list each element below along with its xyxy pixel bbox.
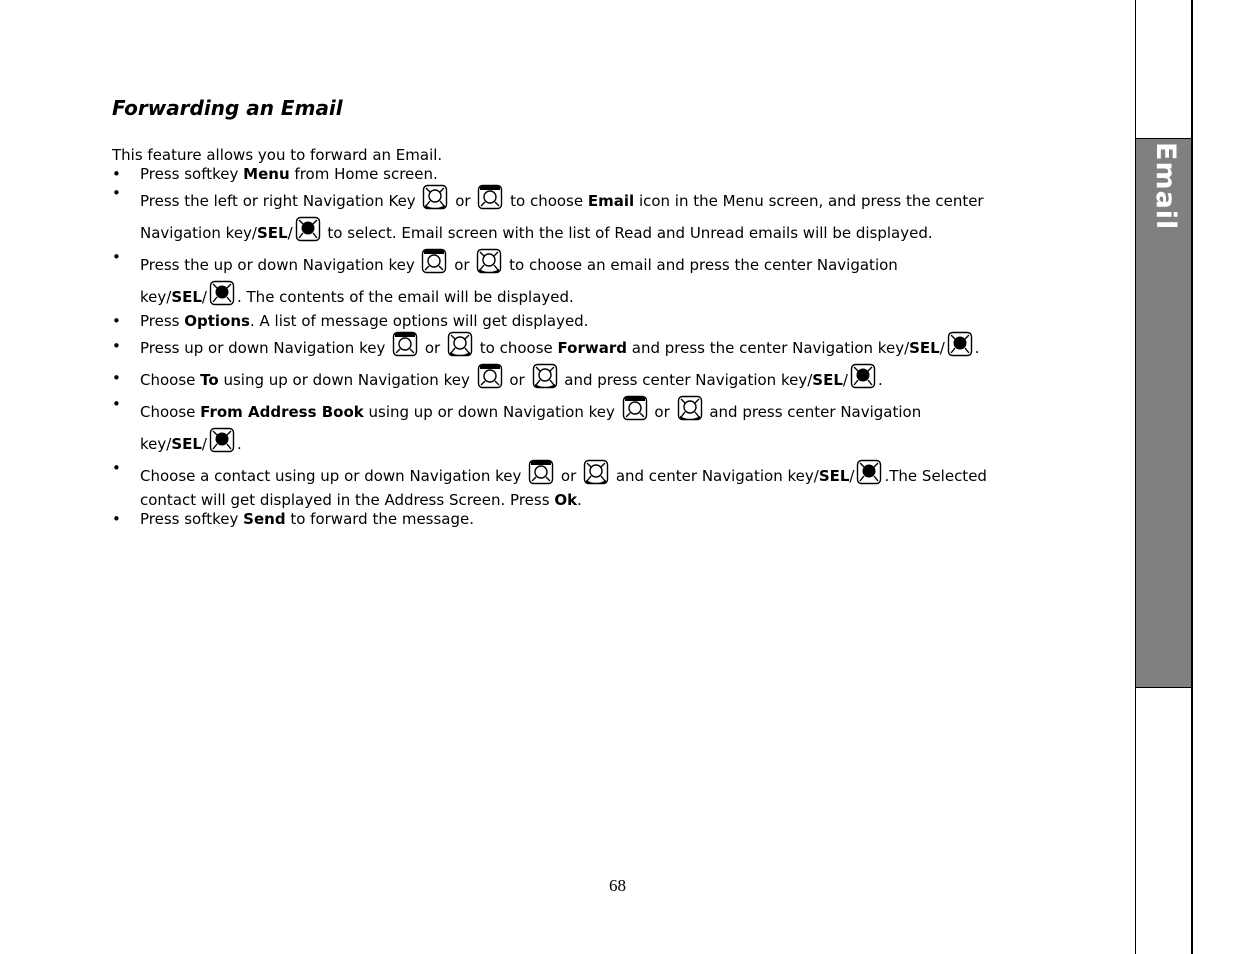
step-bold: Send	[243, 510, 286, 528]
sel-text: SEL	[812, 371, 843, 389]
step-text: Press softkey	[140, 510, 244, 528]
step-text: . A list of message options will get displayed.	[249, 312, 589, 330]
step-text: using up or down Navigation key	[363, 403, 620, 421]
center-navigation-key-icon	[856, 459, 882, 485]
side-divider-right	[1191, 0, 1193, 954]
intro-text: This feature allows you to forward an Email.	[112, 146, 443, 164]
steps-list	[112, 165, 1042, 529]
step-text: Choose	[140, 403, 201, 421]
step-text: to choose	[479, 339, 558, 357]
or-text: or	[556, 467, 582, 485]
slash-text: /	[201, 288, 207, 306]
step-6	[112, 363, 1042, 395]
step-text: contact will get displayed in the Address Screen. Press	[140, 491, 555, 509]
step-text: .	[974, 339, 980, 357]
sel-text: SEL	[171, 435, 202, 453]
step-text: .	[577, 491, 582, 509]
or-text: or	[504, 371, 530, 389]
step-2	[112, 184, 1042, 248]
slash-text: /	[939, 339, 945, 357]
step-3	[112, 248, 1042, 312]
step-8	[112, 459, 1042, 510]
up-navigation-key-icon	[421, 248, 447, 274]
step-7	[112, 395, 1042, 459]
step-text: to choose	[510, 192, 588, 210]
step-bold: Ok	[554, 491, 578, 509]
slash-text: /	[287, 224, 293, 242]
step-text: to forward the message.	[285, 510, 475, 528]
right-navigation-key-icon	[477, 184, 503, 210]
step-text: Press up or down Navigation key	[140, 339, 391, 357]
step-text: Navigation key/	[140, 224, 257, 242]
down-navigation-key-icon	[447, 331, 473, 357]
slash-text: /	[849, 467, 855, 485]
instructions	[112, 146, 1042, 529]
up-navigation-key-icon	[528, 459, 554, 485]
step-text: Choose	[140, 371, 201, 389]
up-navigation-key-icon	[392, 331, 418, 357]
step-text: Press the left or right Navigation Key	[140, 192, 421, 210]
sel-text: SEL	[909, 339, 940, 357]
step-text: key/	[140, 435, 172, 453]
step-text: Press the up or down Navigation key	[140, 256, 420, 274]
step-9	[112, 510, 1042, 529]
page-title: Forwarding an Email	[112, 96, 343, 120]
section-tab-label: Email	[1150, 142, 1181, 231]
sel-text: SEL	[256, 224, 288, 242]
step-text: . The contents of the email will be displayed.	[236, 288, 574, 306]
slash-text: /	[842, 371, 848, 389]
step-text: Press softkey	[140, 165, 244, 183]
sel-text: SEL	[171, 288, 202, 306]
step-bold: Email	[587, 192, 635, 210]
step-text: using up or down Navigation key	[218, 371, 475, 389]
step-text: and press the center Navigation key/	[626, 339, 910, 357]
step-text: to choose an email and press the center Navigation	[509, 256, 898, 274]
center-navigation-key-icon	[209, 427, 235, 453]
step-text: Press	[140, 312, 185, 330]
or-text: or	[649, 403, 675, 421]
step-text: icon in the Menu screen, and press the center	[634, 192, 984, 210]
center-navigation-key-icon	[209, 280, 235, 306]
step-bold: From Address Book	[200, 403, 364, 421]
or-text: or	[450, 192, 476, 210]
step-1	[112, 165, 1042, 184]
up-navigation-key-icon	[622, 395, 648, 421]
step-5	[112, 331, 1042, 363]
step-text: and center Navigation key/	[615, 467, 819, 485]
step-bold: Forward	[557, 339, 627, 357]
center-navigation-key-icon	[850, 363, 876, 389]
step-bold: Options	[184, 312, 250, 330]
step-bold: Menu	[243, 165, 290, 183]
step-text: key/	[140, 288, 172, 306]
step-text: .	[236, 435, 242, 453]
left-navigation-key-icon	[422, 184, 448, 210]
down-navigation-key-icon	[476, 248, 502, 274]
sel-text: SEL	[818, 467, 850, 485]
step-text: and press center Navigation key/	[564, 371, 813, 389]
step-text: .The Selected	[884, 467, 987, 485]
step-text: from Home screen.	[289, 165, 438, 183]
step-bold: To	[200, 371, 219, 389]
step-text: and press center Navigation	[709, 403, 922, 421]
up-navigation-key-icon	[477, 363, 503, 389]
center-navigation-key-icon	[947, 331, 973, 357]
step-4	[112, 312, 1042, 331]
down-navigation-key-icon	[583, 459, 609, 485]
down-navigation-key-icon	[532, 363, 558, 389]
slash-text: /	[201, 435, 207, 453]
step-text: Choose a contact using up or down Navigation key	[140, 467, 527, 485]
step-text: to select. Email screen with the list of Read and Unread emails will be displayed.	[322, 224, 933, 242]
or-text: or	[449, 256, 475, 274]
center-navigation-key-icon	[295, 216, 321, 242]
or-text: or	[420, 339, 445, 357]
down-navigation-key-icon	[677, 395, 703, 421]
step-text: .	[877, 371, 883, 389]
page-number: 68	[609, 876, 626, 895]
